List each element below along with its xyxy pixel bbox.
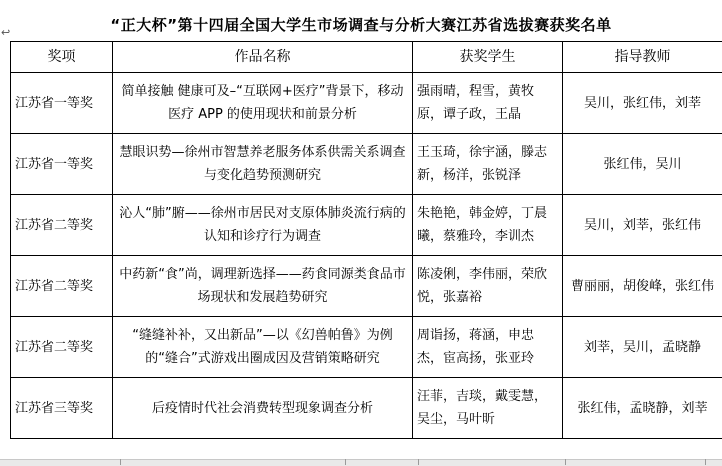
work-title-cell: 沁人“肺”腑——徐州市居民对支原体肺炎流行病的认知和诊疗行为调查 bbox=[113, 195, 413, 256]
advisors-cell: 吴川，刘莘，张红伟 bbox=[563, 195, 722, 256]
table-row bbox=[11, 256, 722, 317]
work-title-cell: 简单接触 健康可及–“互联网+医疗”背景下，移动医疗 APP 的使用现状和前景分析 bbox=[113, 73, 413, 134]
paragraph-mark-icon: ↩ bbox=[1, 26, 10, 39]
work-title-cell: “缝缝补补，又出新品”—以《幻兽帕鲁》为例的“缝合”式游戏出圈成因及营销策略研究 bbox=[113, 317, 413, 378]
page-title: “正大杯”第十四届全国大学生市场调查与分析大赛江苏省选拔赛获奖名单 bbox=[0, 14, 722, 35]
advisors-cell: 张红伟，吴川 bbox=[563, 134, 722, 195]
ruler-tick bbox=[565, 459, 566, 465]
award-level-cell: 江苏省一等奖 bbox=[11, 73, 113, 134]
ruler-tick bbox=[705, 459, 706, 465]
table-row bbox=[11, 134, 722, 195]
table-header-row bbox=[11, 42, 722, 73]
award-level-cell: 江苏省二等奖 bbox=[11, 256, 113, 317]
work-title-cell: 后疫情时代社会消费转型现象调查分析 bbox=[113, 378, 413, 439]
award-level-cell: 江苏省二等奖 bbox=[11, 195, 113, 256]
header-level: 奖项 bbox=[11, 42, 113, 73]
table-row bbox=[11, 73, 722, 134]
students-cell: 陈凌俐，李伟丽，荣欣悦，张嘉裕 bbox=[413, 256, 563, 317]
students-cell: 汪菲，吉琰，戴雯慧，吴尘，马叶昕 bbox=[413, 378, 563, 439]
header-advisors: 指导教师 bbox=[563, 42, 722, 73]
work-title-cell: 中药新“食”尚，调理新选择——药食同源类食品市场现状和发展趋势研究 bbox=[113, 256, 413, 317]
ruler-tick bbox=[418, 459, 419, 465]
table-row bbox=[11, 195, 722, 256]
students-cell: 周诣扬，蒋涵，申忠杰，宦高扬，张亚玲 bbox=[413, 317, 563, 378]
header-work-title: 作品名称 bbox=[113, 42, 413, 73]
advisors-cell: 曹丽丽，胡俊峰，张红伟 bbox=[563, 256, 722, 317]
students-cell: 朱艳艳，韩金婷，丁晨曦，蔡雅玲，李训杰 bbox=[413, 195, 563, 256]
students-cell: 王玉琦，徐宇涵，滕志新，杨洋，张锐泽 bbox=[413, 134, 563, 195]
work-title-cell: 慧眼识势—徐州市智慧养老服务体系供需关系调查与变化趋势预测研究 bbox=[113, 134, 413, 195]
table-row bbox=[11, 378, 722, 439]
award-table bbox=[10, 41, 722, 439]
advisors-cell: 吴川，张红伟，刘莘 bbox=[563, 73, 722, 134]
ruler-tick bbox=[345, 459, 346, 465]
table-row bbox=[11, 317, 722, 378]
award-level-cell: 江苏省二等奖 bbox=[11, 317, 113, 378]
award-level-cell: 江苏省一等奖 bbox=[11, 134, 113, 195]
advisors-cell: 刘莘，吴川，孟晓静 bbox=[563, 317, 722, 378]
ruler-tick bbox=[120, 459, 121, 465]
advisors-cell: 张红伟，孟晓静，刘莘 bbox=[563, 378, 722, 439]
award-level-cell: 江苏省三等奖 bbox=[11, 378, 113, 439]
students-cell: 强雨晴，程雪，黄牧原，谭子政，王晶 bbox=[413, 73, 563, 134]
header-students: 获奖学生 bbox=[413, 42, 563, 73]
